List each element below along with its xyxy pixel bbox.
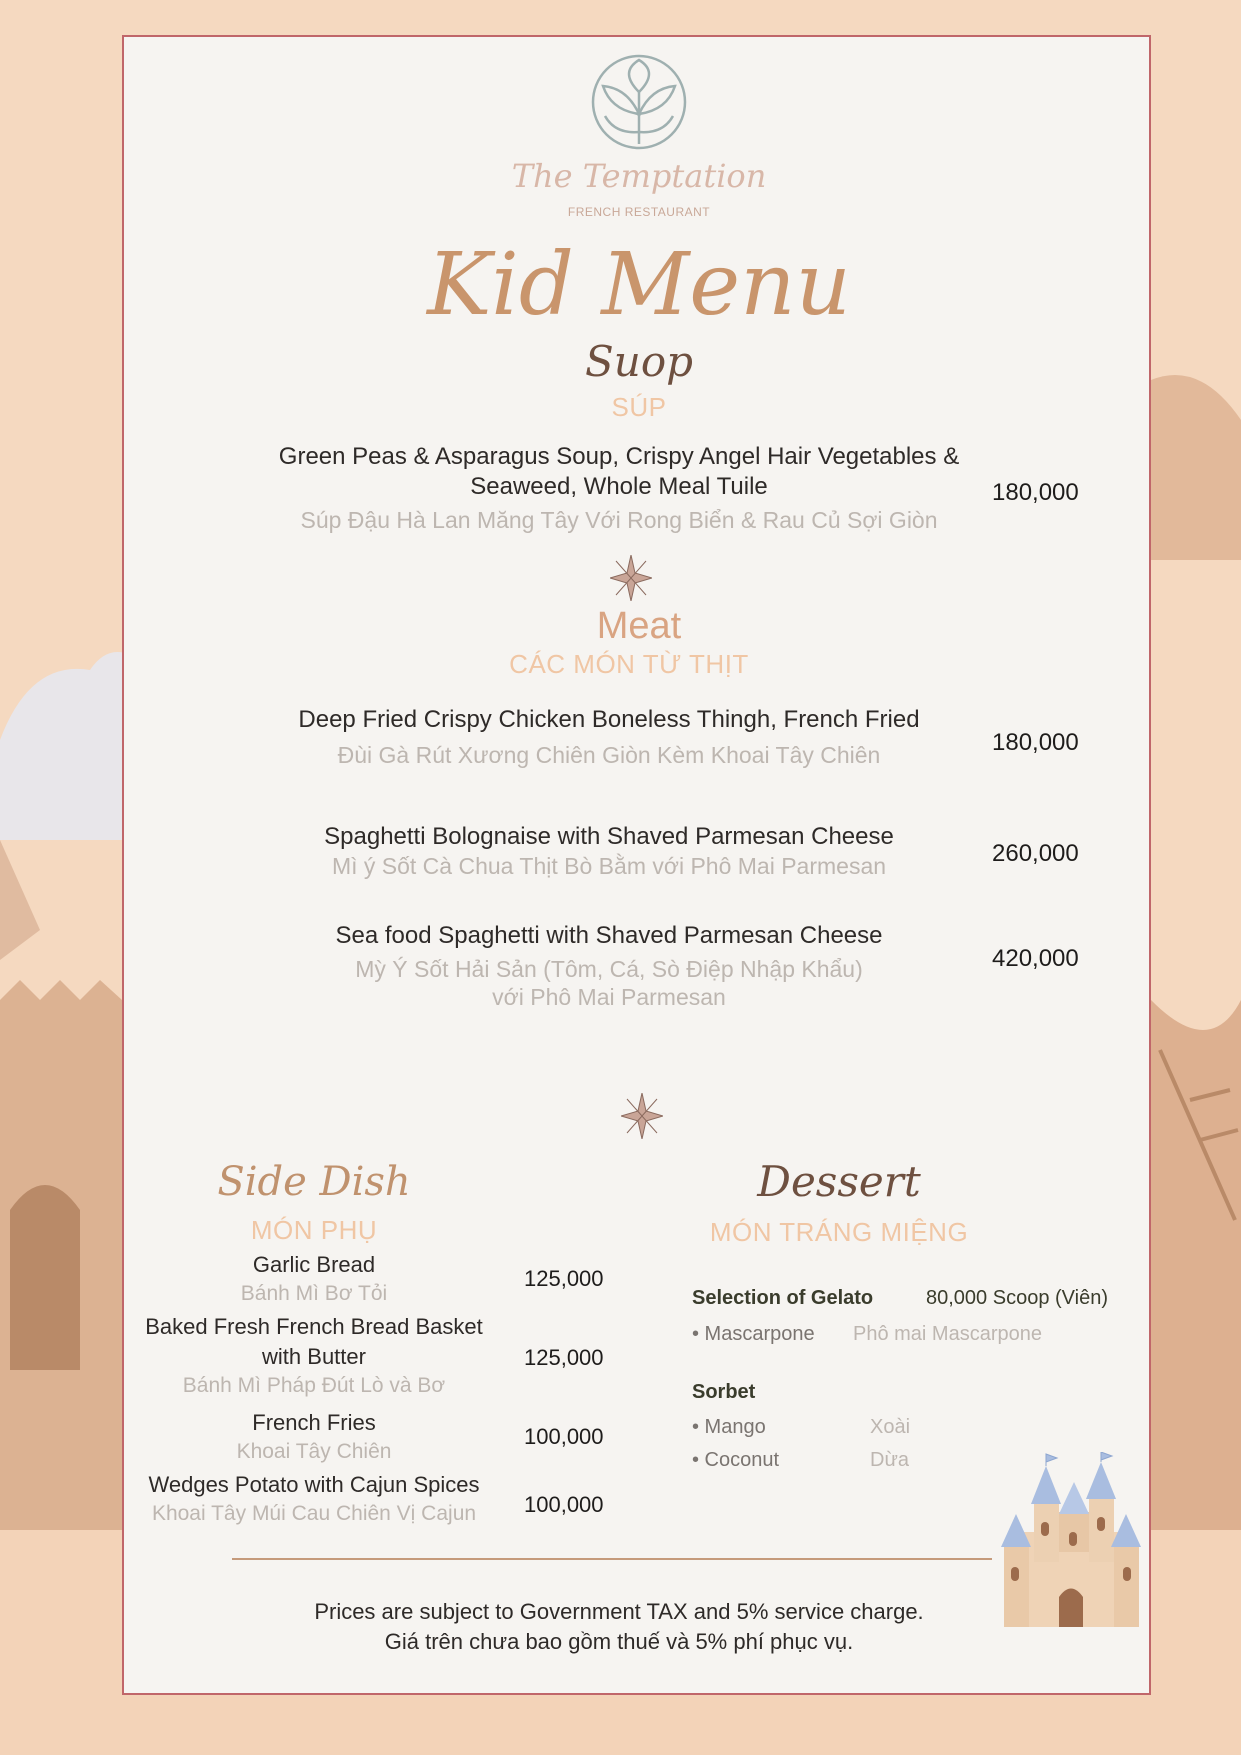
- item-name: Spaghetti Bolognaise with Shaved Parmesan Cheese: [324, 823, 894, 850]
- hill-shape: [1151, 375, 1241, 560]
- list-item: [239, 705, 979, 769]
- list-item: [134, 1408, 494, 1466]
- brand-name: The Temptation: [511, 157, 767, 195]
- item-name-vn: Khoai Tây Múi Cau Chiên Vị Cajun: [151, 1502, 477, 1525]
- item-name-vn: Mì ý Sốt Cà Chua Thịt Bò Bằm với Phô Mai Parmesan: [331, 853, 887, 879]
- star-divider-icon: [621, 1093, 663, 1139]
- item-name-vn: Bánh Mì Pháp Đút Lò và Bơ: [182, 1374, 446, 1397]
- meat-heading: Meat: [596, 605, 682, 647]
- item-name-vn: Bánh Mì Bơ Tỏi: [240, 1282, 388, 1305]
- item-name-vn: Mỳ Ý Sốt Hải Sản (Tôm, Cá, Sò Điệp Nhập Khẩu): [355, 956, 863, 982]
- item-price: 260,000: [992, 840, 1079, 867]
- item-name: French Fries: [252, 1410, 376, 1435]
- sorbet-title: Sorbet: [692, 1381, 756, 1403]
- sorbet-option-vn: Xoài: [870, 1416, 911, 1438]
- item-name: with Butter: [262, 1344, 366, 1369]
- footer-line-vn: Giá trên chưa bao gồm thuế và 5% phí phục vụ.: [384, 1629, 854, 1654]
- list-item: [134, 1470, 494, 1528]
- sorbet-option: • Mango: [692, 1416, 766, 1438]
- star-divider-icon: [610, 555, 652, 601]
- item-name: Baked Fresh French Bread Basket: [145, 1314, 483, 1339]
- item-name-vn: với Phô Mai Parmesan: [492, 984, 726, 1010]
- list-item: [239, 921, 979, 1011]
- item-name: Green Peas & Asparagus Soup, Crispy Angel Hair Vegetables &: [278, 443, 960, 470]
- item-name: Seaweed, Whole Meal Tuile: [470, 473, 768, 500]
- tree-logo-icon: [589, 52, 689, 152]
- tower-window-shape: [10, 1185, 80, 1370]
- gelato-price: 80,000 Scoop (Viên): [926, 1287, 1108, 1309]
- item-name-vn: Khoai Tây Chiên: [236, 1440, 392, 1463]
- gelato-option-vn: Phô mai Mascarpone: [853, 1323, 1042, 1345]
- footer-line-en: Prices are subject to Government TAX and 5% service charge.: [314, 1599, 924, 1624]
- soup-heading-vn: SÚP: [611, 392, 667, 422]
- item-price: 100,000: [524, 1492, 604, 1517]
- list-item: [134, 1250, 494, 1308]
- soup-heading: Suop: [585, 337, 693, 386]
- item-price: 180,000: [992, 729, 1079, 756]
- footer-note: [239, 1597, 999, 1657]
- meat-heading-vn: CÁC MÓN TỪ THỊT: [509, 649, 749, 679]
- dessert-heading: Dessert: [757, 1157, 921, 1206]
- item-name-vn: Súp Đậu Hà Lan Măng Tây Với Rong Biển & Rau Củ Sợi Giòn: [300, 507, 938, 533]
- item-price: 420,000: [992, 945, 1079, 972]
- side-dish-heading: Side Dish: [217, 1159, 411, 1205]
- sorbet-option: • Coconut: [692, 1449, 780, 1471]
- castle-illustration-icon: [999, 1452, 1144, 1627]
- dessert-heading-vn: MÓN TRÁNG MIỆNG: [709, 1217, 969, 1247]
- leaf-shape: [1151, 1000, 1241, 1560]
- item-name: Sea food Spaghetti with Shaved Parmesan Cheese: [335, 922, 883, 949]
- gelato-title: Selection of Gelato: [692, 1287, 874, 1309]
- item-name: Deep Fried Crispy Chicken Boneless Thingh, French Fried: [298, 706, 920, 733]
- side-dish-heading-vn: MÓN PHỤ: [250, 1215, 378, 1245]
- item-price: 180,000: [992, 479, 1079, 506]
- item-price: 125,000: [524, 1345, 604, 1370]
- item-name-vn: Đùi Gà Rút Xương Chiên Giòn Kèm Khoai Tây Chiên: [337, 742, 881, 768]
- item-price: 125,000: [524, 1266, 604, 1291]
- brand-tagline: FRENCH RESTAURANT: [567, 205, 711, 219]
- item-name: Wedges Potato with Cajun Spices: [148, 1472, 480, 1497]
- item-name: Garlic Bread: [252, 1252, 376, 1277]
- footer-divider: [232, 1558, 992, 1560]
- list-item: [239, 822, 979, 880]
- gelato-option: • Mascarpone: [692, 1323, 815, 1345]
- list-item: [229, 442, 1009, 534]
- sorbet-option-vn: Dừa: [870, 1449, 909, 1471]
- list-item: [134, 1312, 494, 1400]
- item-price: 100,000: [524, 1424, 604, 1449]
- menu-card: [122, 35, 1151, 1695]
- page-title: Kid Menu: [427, 235, 851, 335]
